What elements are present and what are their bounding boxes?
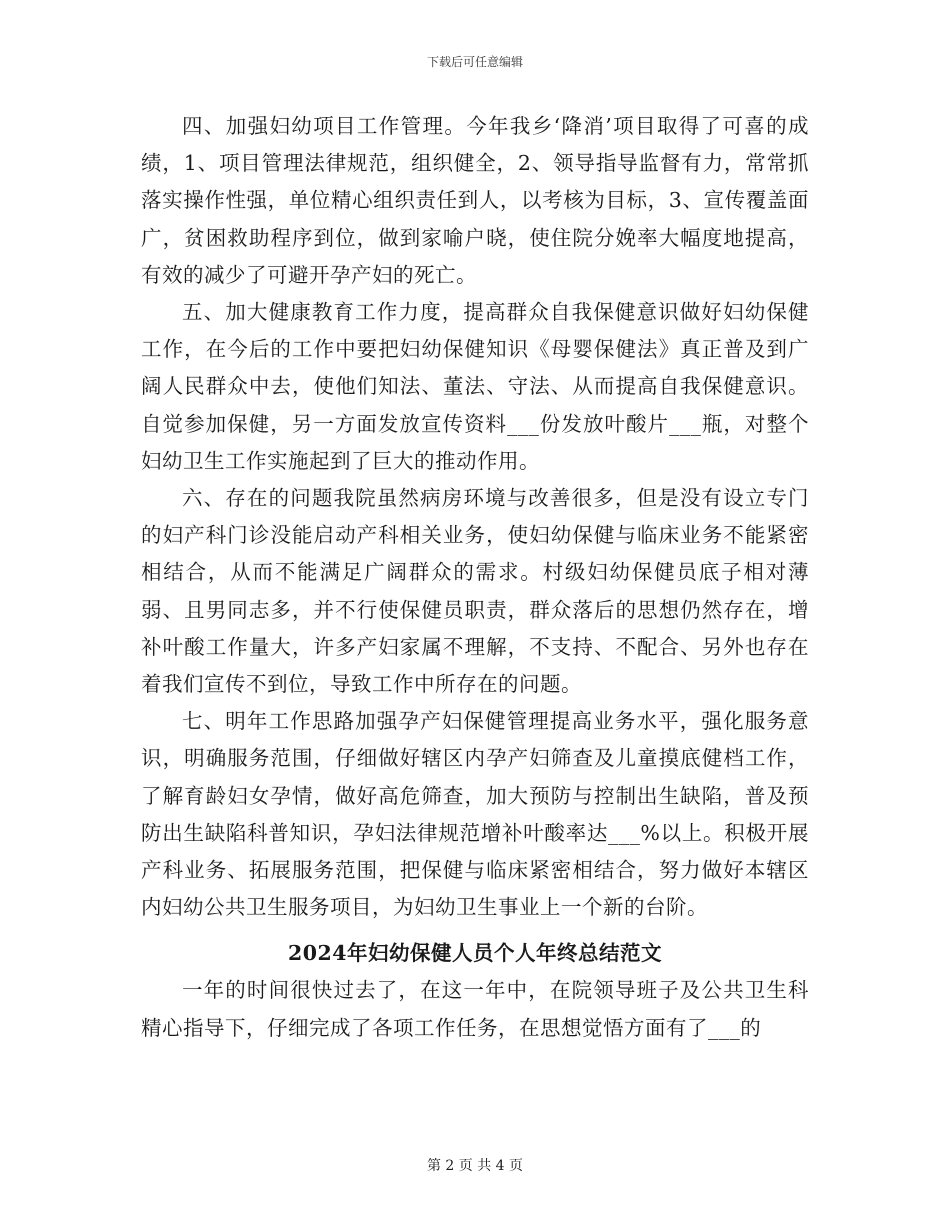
page-header: 下载后可任意编辑 — [426, 55, 523, 69]
paragraph-existing-problems: 六、存在的问题我院虽然病房环境与改善很多，但是没有设立专门的妇产科门诊没能启动产科相关业务，使妇幼保健与临床业务不能紧密相结合，从而不能满足广阔群众的需求。村级妇幼保健员底子相对薄弱、且男同志多，并不行使保健员职责，群众落后的思想仍然存在，增补叶酸工作量大，许多产妇家属不理解，不支持、不配合、另外也存在着我们宣传不到位，导致工作中所存在的问题。 — [141, 486, 809, 697]
paragraph-project-management: 四、加强妇幼项目工作管理。今年我乡‘降消’项目取得了可喜的成绩，1、项目管理法律规范，组织健全，2、领导指导监督有力，常常抓落实操作性强，单位精心组织责任到人，以考核为目标，3、宣传覆盖面广，贫困救助程序到位，做到家喻户晓，使住院分娩率大幅度地提高，有效的减少了可避开孕产妇的死亡。 — [141, 114, 809, 287]
paragraph-next-year-plan: 七、明年工作思路加强孕产妇保健管理提高业务水平，强化服务意识，明确服务范围，仔细做好辖区内孕产妇筛查及儿童摸底健档工作，了解育龄妇女孕情，做好高危筛查，加大预防与控制出生缺陷，普及预防出生缺陷科普知识，孕妇法律规范增补叶酸率达___%以上。积极开展产科业务、拓展服务范围，把保健与临床紧密相结合，努力做好本辖区内妇幼公共卫生服务项目，为妇幼卫生事业上一个新的台阶。 — [141, 709, 809, 920]
section-title: 2024年妇幼保健人员个人年终总结范文 — [287, 941, 663, 966]
paragraph-health-education: 五、加大健康教育工作力度，提高群众自我保健意识做好妇幼保健工作，在今后的工作中要把妇幼保健知识《母婴保健法》真正普及到广阔人民群众中去，使他们知法、董法、守法、从而提高自我保健意识。自觉参加保健，另一方面发放宣传资料___份发放叶酸片___瓶，对整个妇幼卫生工作实施起到了巨大的推动作用。 — [141, 300, 809, 473]
page-footer: 第 2 页 共 4 页 — [426, 1158, 524, 1174]
document-body — [141, 108, 809, 1047]
paragraph-intro: 一年的时间很快过去了，在这一年中，在院领导班子及公共卫生科精心指导下，仔细完成了各项工作任务，在思想觉悟方面有了___的 — [141, 978, 809, 1040]
